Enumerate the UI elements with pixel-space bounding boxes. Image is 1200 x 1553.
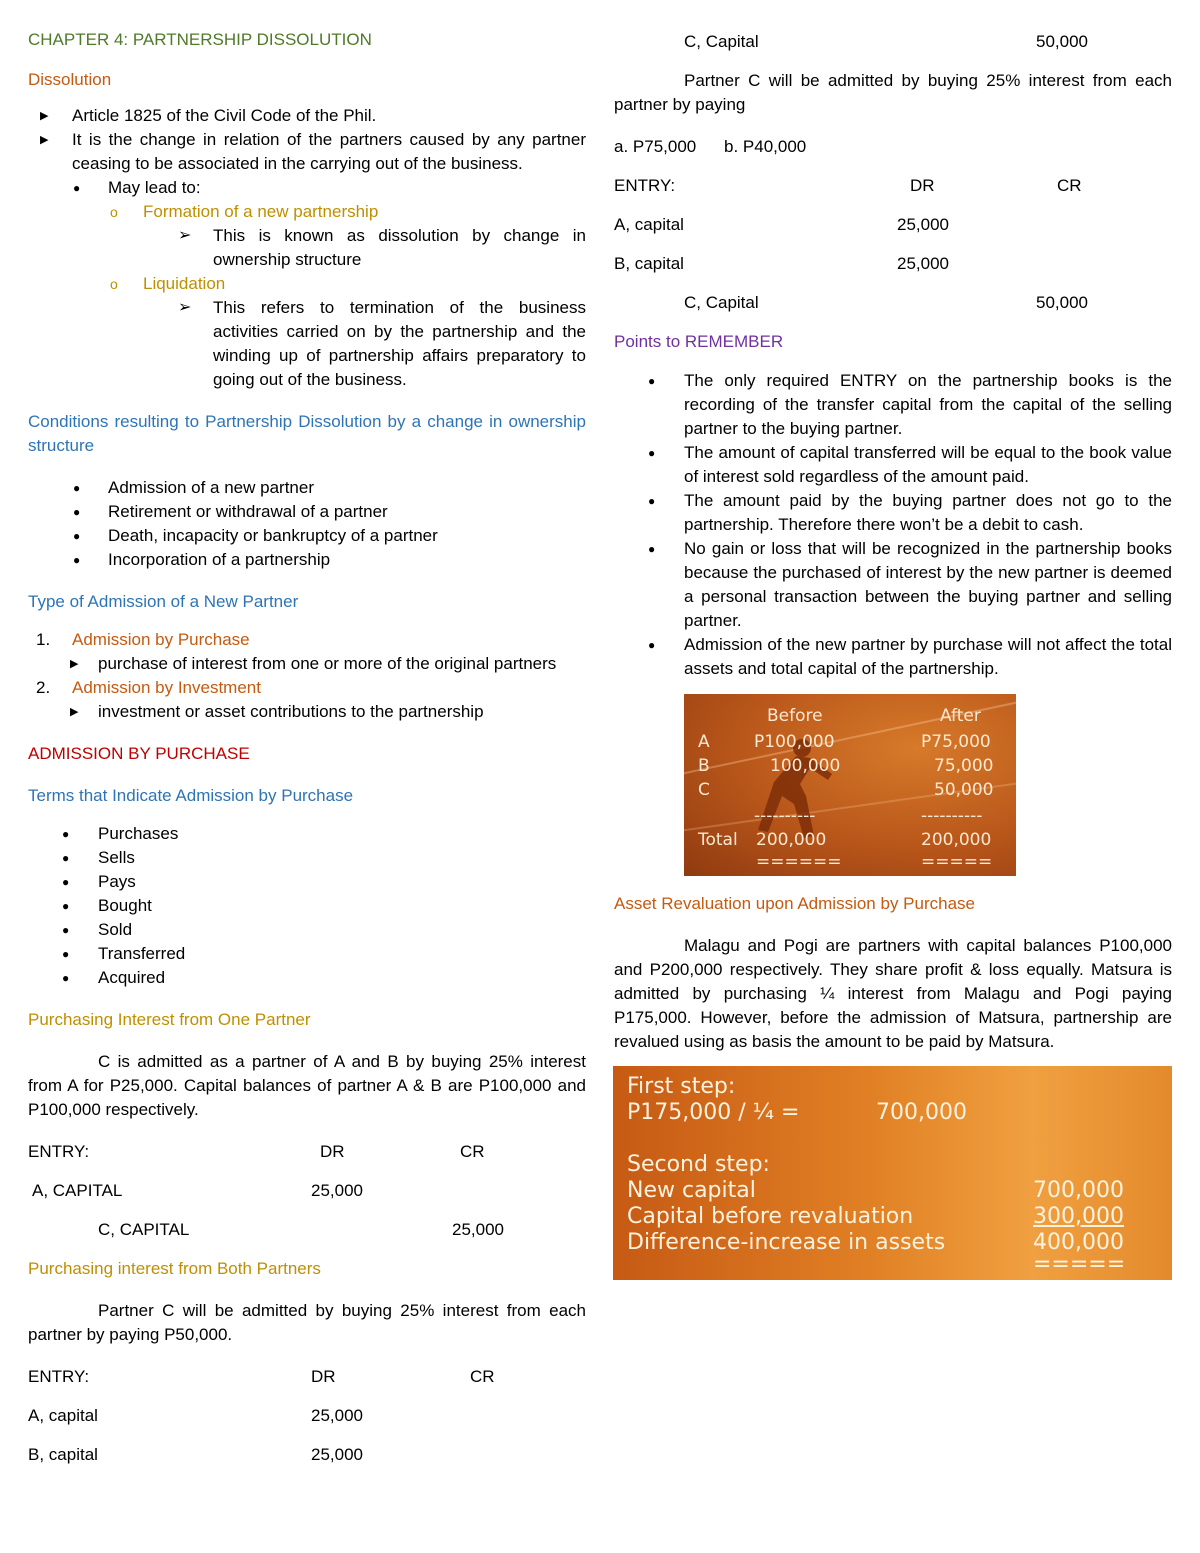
- may-lead-list: [28, 176, 586, 200]
- list-item: 1. Admission by Purchase: [36, 630, 250, 649]
- list-item: ● Retirement or withdrawal of a partner: [28, 500, 586, 524]
- total-label: Total: [698, 830, 738, 850]
- type-desc-list: [28, 652, 586, 676]
- dissolution-heading: Dissolution: [28, 70, 112, 89]
- total-before: 200,000: [756, 830, 827, 850]
- row-label-b: B: [698, 756, 710, 776]
- formula-result: 700,000: [876, 1100, 967, 1125]
- list-item: ▶ It is the change in relation of the partners caused by any partner ceasing to be associated in the carrying out of the business.: [28, 128, 586, 176]
- list-item: ● Incorporation of a partnership: [28, 548, 586, 572]
- entry3-row: B, capital 25,000: [614, 254, 949, 273]
- case-text: Partner C will be admitted by buying 25% interest from each partner by paying: [614, 71, 1172, 114]
- divider-before: ----------: [754, 806, 816, 826]
- liquidation-label: o Liquidation: [28, 272, 586, 296]
- list-item: ● Pays: [28, 870, 586, 894]
- entry1-row: C, CAPITAL 25,000: [98, 1220, 504, 1239]
- before-reval-value: 300,000: [1033, 1204, 1124, 1229]
- entry3-row: C, Capital 50,000: [684, 293, 1088, 312]
- type-desc: ▶ purchase of interest from one or more of the original partners: [28, 652, 586, 676]
- c-after: 50,000: [934, 780, 994, 800]
- list-item: ● The amount paid by the buying partner does not go to the partnership. Therefore there won’t be a debit to cash.: [614, 489, 1172, 537]
- points-heading: Points to REMEMBER: [614, 332, 784, 351]
- list-item: ● Purchases: [28, 822, 586, 846]
- admission-heading: ADMISSION BY PURCHASE: [28, 744, 250, 763]
- revaluation-section: [614, 892, 1172, 1072]
- formation-desc: ➢ This is known as dissolution by change in ownership structure: [28, 224, 586, 272]
- types-list: [28, 628, 586, 652]
- entry3-header-row: ENTRY: DR CR: [614, 176, 1082, 195]
- type-desc: ▶ investment or asset contributions to the partnership: [28, 700, 586, 724]
- may-lead-to: ● May lead to:: [28, 176, 586, 200]
- difference-value: 400,000: [1033, 1230, 1124, 1255]
- both-partners-heading: Purchasing interest from Both Partners: [28, 1259, 321, 1278]
- total-after: 200,000: [921, 830, 992, 850]
- list-item: ● Acquired: [28, 966, 586, 990]
- a-before: P100,000: [754, 732, 835, 752]
- new-capital-value: 700,000: [1033, 1178, 1124, 1203]
- a-after: P75,000: [921, 732, 991, 752]
- outcomes-list: [28, 200, 586, 224]
- points-list: [614, 369, 1172, 681]
- b-before: 100,000: [770, 756, 841, 776]
- list-item: ● The amount of capital transferred will be equal to the book value of interest sold regardless of the amount paid.: [614, 441, 1172, 489]
- liquidation-desc-list: [28, 296, 586, 392]
- second-step-label: Second step:: [627, 1152, 770, 1177]
- after-header: After: [940, 706, 981, 726]
- chapter-title: CHAPTER 4: PARTNERSHIP DISSOLUTION: [28, 30, 372, 49]
- both-partners-text: Partner C will be admitted by buying 25% interest from each partner by paying P50,000.: [28, 1301, 586, 1344]
- entry2-row: A, capital 25,000: [28, 1406, 363, 1425]
- reval-heading: Asset Revaluation upon Admission by Purchase: [614, 894, 975, 913]
- list-item: 2. Admission by Investment: [36, 678, 261, 697]
- one-partner-text: C is admitted as a partner of A and B by buying 25% interest from A for P25,000. Capital balances of partner A & B are P100,000 and P100,000 respectively.: [28, 1052, 586, 1119]
- formula: P175,000 / ¼ =: [627, 1100, 800, 1125]
- type-label: Admission by Investment: [72, 678, 261, 697]
- list-item: ● The only required ENTRY on the partnership books is the recording of the transfer capital from the capital of the selling partner to the buying partner.: [614, 369, 1172, 441]
- list-item: ● Transferred: [28, 942, 586, 966]
- before-header: Before: [767, 706, 823, 726]
- liquidation-list: [28, 272, 586, 296]
- entry2-header-row: ENTRY: DR CR: [28, 1367, 495, 1386]
- right-column: [614, 30, 1172, 681]
- entry1-row: A, CAPITAL 25,000: [32, 1181, 363, 1200]
- list-item: ● Admission of a new partner: [28, 476, 586, 500]
- list-item: ● Sells: [28, 846, 586, 870]
- row-label-c: C: [698, 780, 710, 800]
- formation-label: o Formation of a new partnership: [28, 200, 586, 224]
- liquidation-desc: ➢ This refers to termination of the business activities carried on by the partnership and the winding up of partnership affairs preparatory to going out of the business.: [28, 296, 586, 392]
- one-partner-heading: Purchasing Interest from One Partner: [28, 1010, 311, 1029]
- list-item: ● Bought: [28, 894, 586, 918]
- before-after-slide: [684, 694, 1016, 876]
- first-step-label: First step:: [627, 1074, 736, 1099]
- terms-heading: Terms that Indicate Admission by Purchase: [28, 786, 354, 805]
- terms-list: [28, 822, 586, 990]
- entry1-header-row: ENTRY: DR CR: [28, 1142, 485, 1161]
- difference-label: Difference-increase in assets: [627, 1230, 946, 1255]
- list-item: ● No gain or loss that will be recognized in the partnership books because the purchased of interest by the new partner is deemed a personal transaction between the buying partner and selling partner.: [614, 537, 1172, 633]
- row-label-a: A: [698, 732, 710, 752]
- formation-desc-list: [28, 224, 586, 272]
- entry2-row: B, capital 25,000: [28, 1445, 363, 1464]
- type-heading: Type of Admission of a New Partner: [28, 592, 299, 611]
- options-row: a. P75,000 b. P40,000: [614, 137, 807, 156]
- b-after: 75,000: [934, 756, 994, 776]
- new-capital-label: New capital: [627, 1178, 756, 1203]
- list-item: ▶ Article 1825 of the Civil Code of the Phil.: [28, 104, 586, 128]
- types-list: [28, 676, 586, 700]
- entry3-row: A, capital 25,000: [614, 215, 949, 234]
- eq-before: ======: [756, 852, 842, 872]
- conditions-list: [28, 476, 586, 572]
- reval-text: Malagu and Pogi are partners with capital balances P100,000 and P200,000 respectively. They share profit & loss equally. Matsura is admitted by purchasing ¼ interest from Malagu and Pogi paying P175,000. However, before the admission of Matsura, partnership are revalued using as basis the amount to be paid by Matsura.: [614, 936, 1172, 1051]
- type-label: Admission by Purchase: [72, 630, 250, 649]
- c-capital-row: C, Capital 50,000: [684, 32, 1088, 51]
- type-desc-list: [28, 700, 586, 724]
- list-item: ● Admission of the new partner by purchase will not affect the total assets and total capital of the partnership.: [614, 633, 1172, 681]
- left-column: [28, 30, 586, 1482]
- list-item: ● Death, incapacity or bankruptcy of a partner: [28, 524, 586, 548]
- revaluation-steps-slide: [613, 1066, 1172, 1280]
- conditions-heading: Conditions resulting to Partnership Dissolution by a change in ownership structure: [28, 412, 586, 455]
- eq-underline: =====: [1033, 1252, 1126, 1277]
- list-item: ● Sold: [28, 918, 586, 942]
- dissolution-points: [28, 104, 586, 176]
- before-reval-label: Capital before revaluation: [627, 1204, 914, 1229]
- divider-after: ----------: [921, 806, 983, 826]
- eq-after: =====: [921, 852, 993, 872]
